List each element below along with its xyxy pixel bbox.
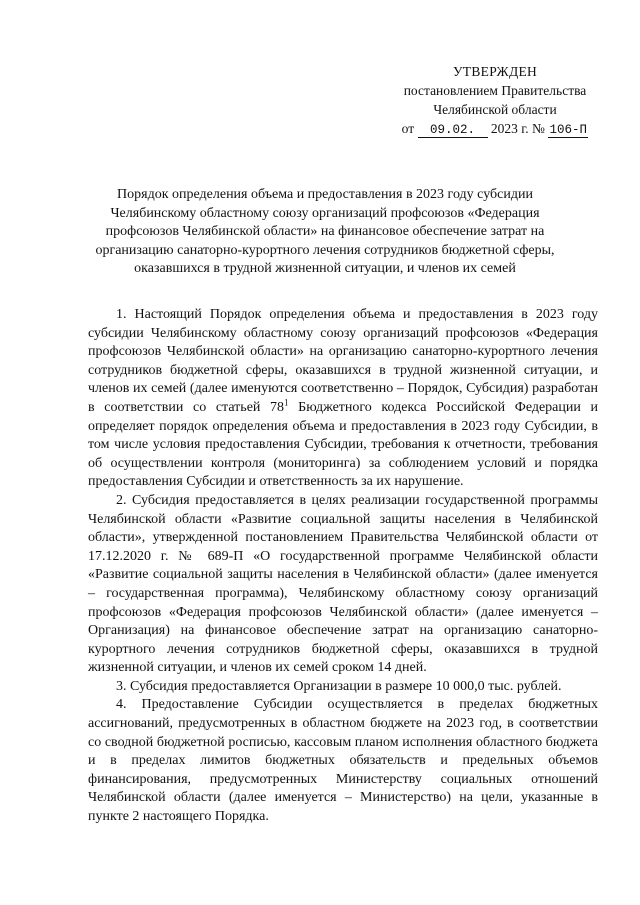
- paragraph-1-part-1: 1. Настоящий Порядок определения объема и предоставления в 2023 году субсидии Челябинскому областному союзу организаций профсоюзов «Федерация профсоюзов Челябинской области» на организацию санаторно-курортного лечения сотрудников бюджетной сферы, оказавшихся в трудной жизненной ситуации, и членов их семей (далее именуются соответственно – Порядок, Субсидия) разработан в соответствии со статьей 78: [88, 307, 598, 415]
- approval-line-2: Челябинской области: [433, 102, 557, 117]
- approval-date-line: [380, 119, 610, 138]
- approval-from-label: от: [401, 121, 415, 136]
- approval-year-text: 2023 г. №: [490, 121, 545, 136]
- approval-heading: УТВЕРЖДЕН: [452, 64, 538, 79]
- document-title: Порядок определения объема и предоставления в 2023 году субсидии Челябинскому областному союзу организаций профсоюзов «Федерация профсоюзов Челябинской области» на финансовое обеспечение затрат на организацию санаторно-курортного лечения сотрудников бюджетной сферы, оказавшихся в трудной жизненной ситуации, и членов их семей: [95, 187, 555, 276]
- approval-date: 09.02.: [418, 123, 488, 138]
- approval-stamp: [380, 62, 610, 138]
- paragraph-4: 4. Предоставление Субсидии осуществляется в пределах бюджетных ассигнований, предусмотренных в областном бюджете на 2023 год, в соответствии со сводной бюджетной росписью, кассовым планом исполнения областного бюджета и в пределах лимитов бюджетных обязательств и предельных объемов финансирования, предусмотренных Министерству социальных отношений Челябинской области (далее именуется – Министерство) на цели, указанные в пункте 2 настоящего Порядка.: [88, 697, 598, 825]
- article-superscript: 1: [284, 397, 289, 408]
- paragraph-3: 3. Субсидия предоставляется Организации в размере 10 000,0 тыс. рублей.: [116, 678, 562, 694]
- paragraph-2: 2. Субсидия предоставляется в целях реализации государственной программы Челябинской области «Развитие социальной защиты населения в Челябинской области», утвержденной постановлением Правительства Челябинской области от 17.12.2020 г. № 689-П «О государственной программе Челябинской области «Развитие социальной защиты населения в Челябинской области» (далее именуется – государственная программа), Челябинскому областному союзу организаций профсоюзов «Федерация профсоюзов Челябинской области» (далее именуется – Организация) на финансовое обеспечение затрат на организацию санаторно-курортного лечения сотрудников бюджетной сферы, оказавшихся в трудной жизненной ситуации, и членов их семей сроком 14 дней.: [88, 492, 598, 676]
- approval-line-1: постановлением Правительства: [403, 83, 587, 98]
- document-body: [88, 306, 598, 827]
- paragraph-1: [88, 306, 598, 492]
- approval-number: 106-П: [549, 123, 588, 137]
- paragraph-1-part-2: Бюджетного кодекса Российской Федерации и определяет порядок определения объема и предоставления в 2023 году Субсидии, в том числе условия предоставления Субсидии, требования к отчетности, требования об осуществлении контроля (мониторинга) за соблюдением условий и порядка предоставления Субсидии и ответственность за их нарушение.: [88, 399, 598, 490]
